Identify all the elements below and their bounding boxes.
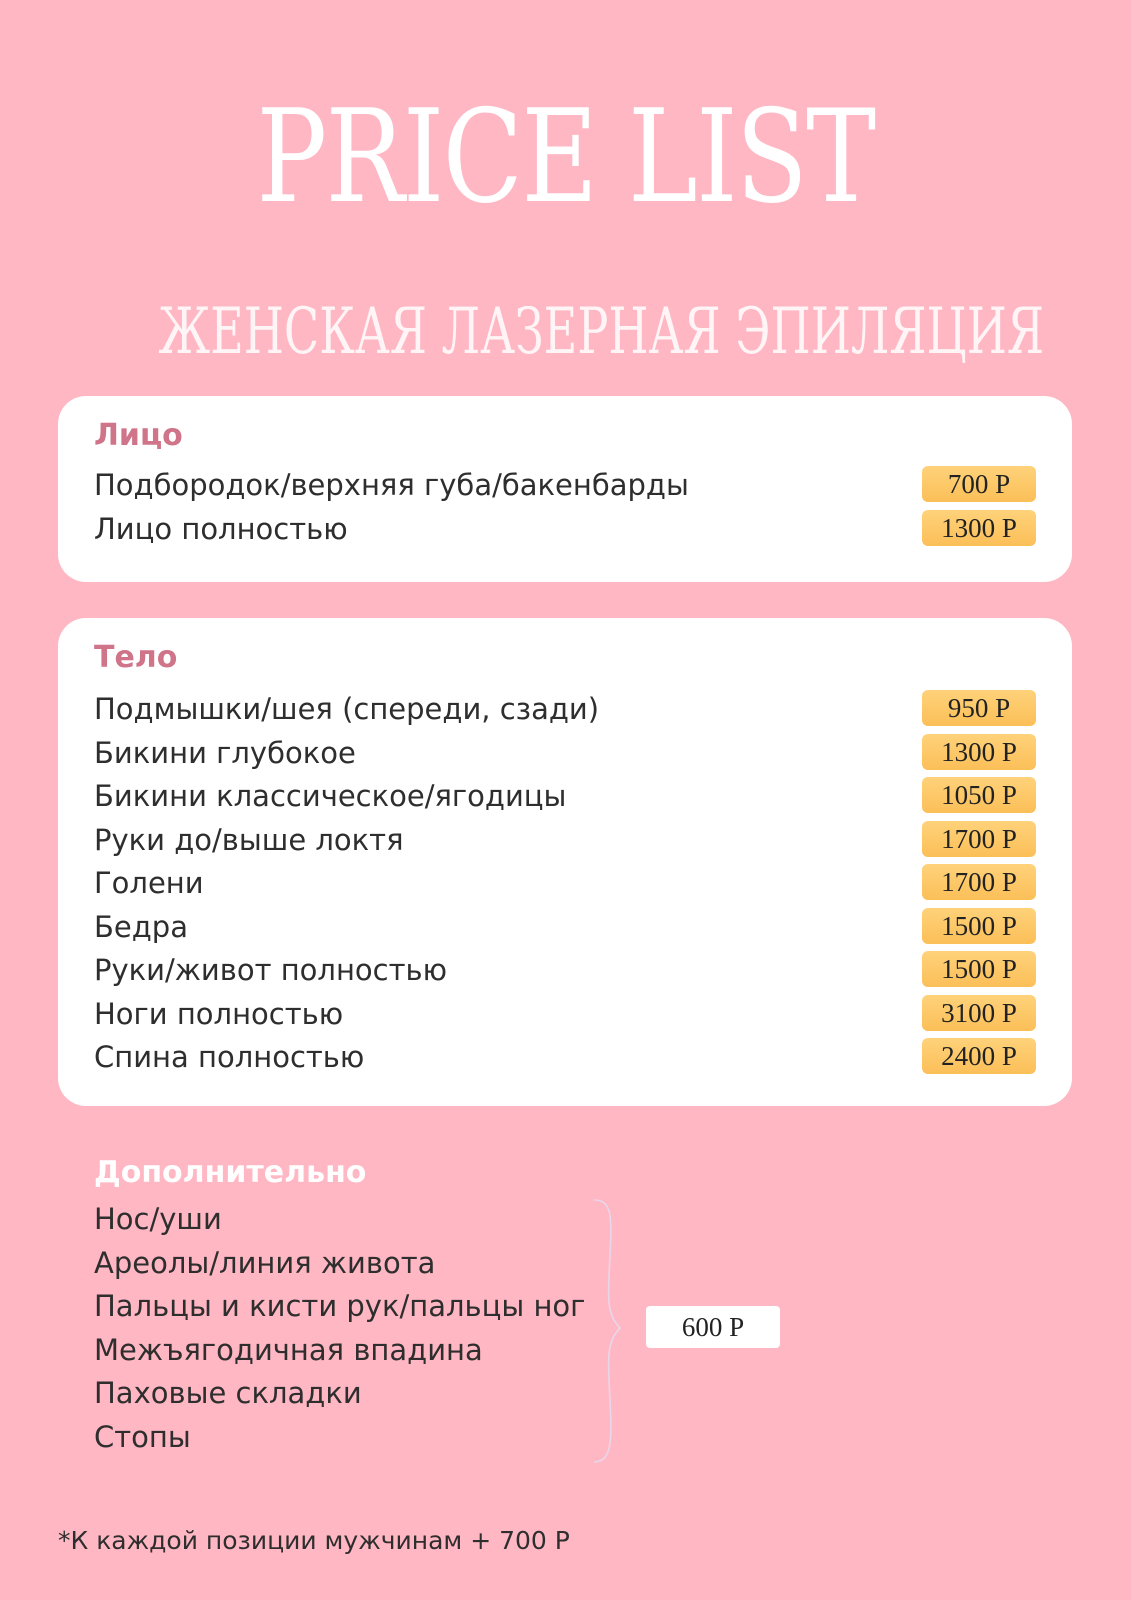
price-badge: 1050 Р: [922, 777, 1036, 813]
price-row: [94, 464, 1036, 508]
body-price-list: [94, 688, 1036, 1080]
list-item: Межъягодичная впадина: [94, 1332, 483, 1367]
price-badge: 1300 Р: [922, 734, 1036, 770]
price-row: [94, 862, 1036, 906]
price-row: [94, 819, 1036, 863]
service-label: Лицо полностью: [94, 511, 348, 546]
price-row: [94, 775, 1036, 819]
service-label: Голени: [94, 866, 204, 900]
price-row: [94, 688, 1036, 732]
service-label: Бикини глубокое: [94, 735, 356, 770]
price-row: [94, 508, 1036, 552]
service-label: Руки до/выше локтя: [94, 822, 404, 857]
list-item: Паховые складки: [94, 1376, 362, 1410]
face-price-card: [58, 396, 1072, 582]
curly-brace-icon: [590, 1196, 630, 1466]
price-badge: 2400 Р: [922, 1038, 1036, 1074]
price-row: [94, 993, 1036, 1037]
list-item: Ареолы/линия живота: [94, 1245, 436, 1280]
price-badge: 1700 Р: [922, 864, 1036, 900]
service-label: Ноги полностью: [94, 996, 344, 1031]
price-badge: 1300 Р: [922, 510, 1036, 546]
service-label: Подмышки/шея (спереди, сзади): [94, 692, 600, 726]
service-label: Бикини классическое/ягодицы: [94, 779, 567, 813]
section-title-body: Тело: [94, 640, 178, 675]
service-label: Руки/живот полностью: [94, 953, 447, 987]
section-title-extra: Дополнительно: [94, 1155, 367, 1190]
price-badge: 1700 Р: [922, 821, 1036, 857]
page-title: PRICE LIST: [256, 83, 875, 232]
price-row: [94, 732, 1036, 776]
price-badge: 1500 Р: [922, 951, 1036, 987]
price-row: [94, 906, 1036, 950]
body-price-card: [58, 618, 1072, 1106]
service-label: Бедра: [94, 909, 188, 944]
section-title-face: Лицо: [94, 418, 183, 453]
list-item: Нос/уши: [94, 1202, 222, 1236]
list-item: Пальцы и кисти рук/пальцы ног: [94, 1289, 586, 1323]
face-price-list: [94, 464, 1036, 551]
extra-price-badge: 600 Р: [646, 1306, 780, 1348]
list-item: Стопы: [94, 1419, 191, 1454]
price-badge: 700 Р: [922, 466, 1036, 502]
price-row: [94, 949, 1036, 993]
price-badge: 1500 Р: [922, 908, 1036, 944]
footnote: *К каждой позиции мужчинам + 700 Р: [58, 1526, 570, 1555]
service-label: Подбородок/верхняя губа/бакенбарды: [94, 468, 689, 502]
extra-service-list: [94, 1202, 585, 1463]
service-label: Спина полностью: [94, 1040, 365, 1074]
price-badge: 3100 Р: [922, 995, 1036, 1031]
page-subtitle: ЖЕНСКАЯ ЛАЗЕРНАЯ ЭПИЛЯЦИЯ: [158, 295, 1045, 369]
price-badge: 950 Р: [922, 690, 1036, 726]
price-row: [94, 1036, 1036, 1080]
